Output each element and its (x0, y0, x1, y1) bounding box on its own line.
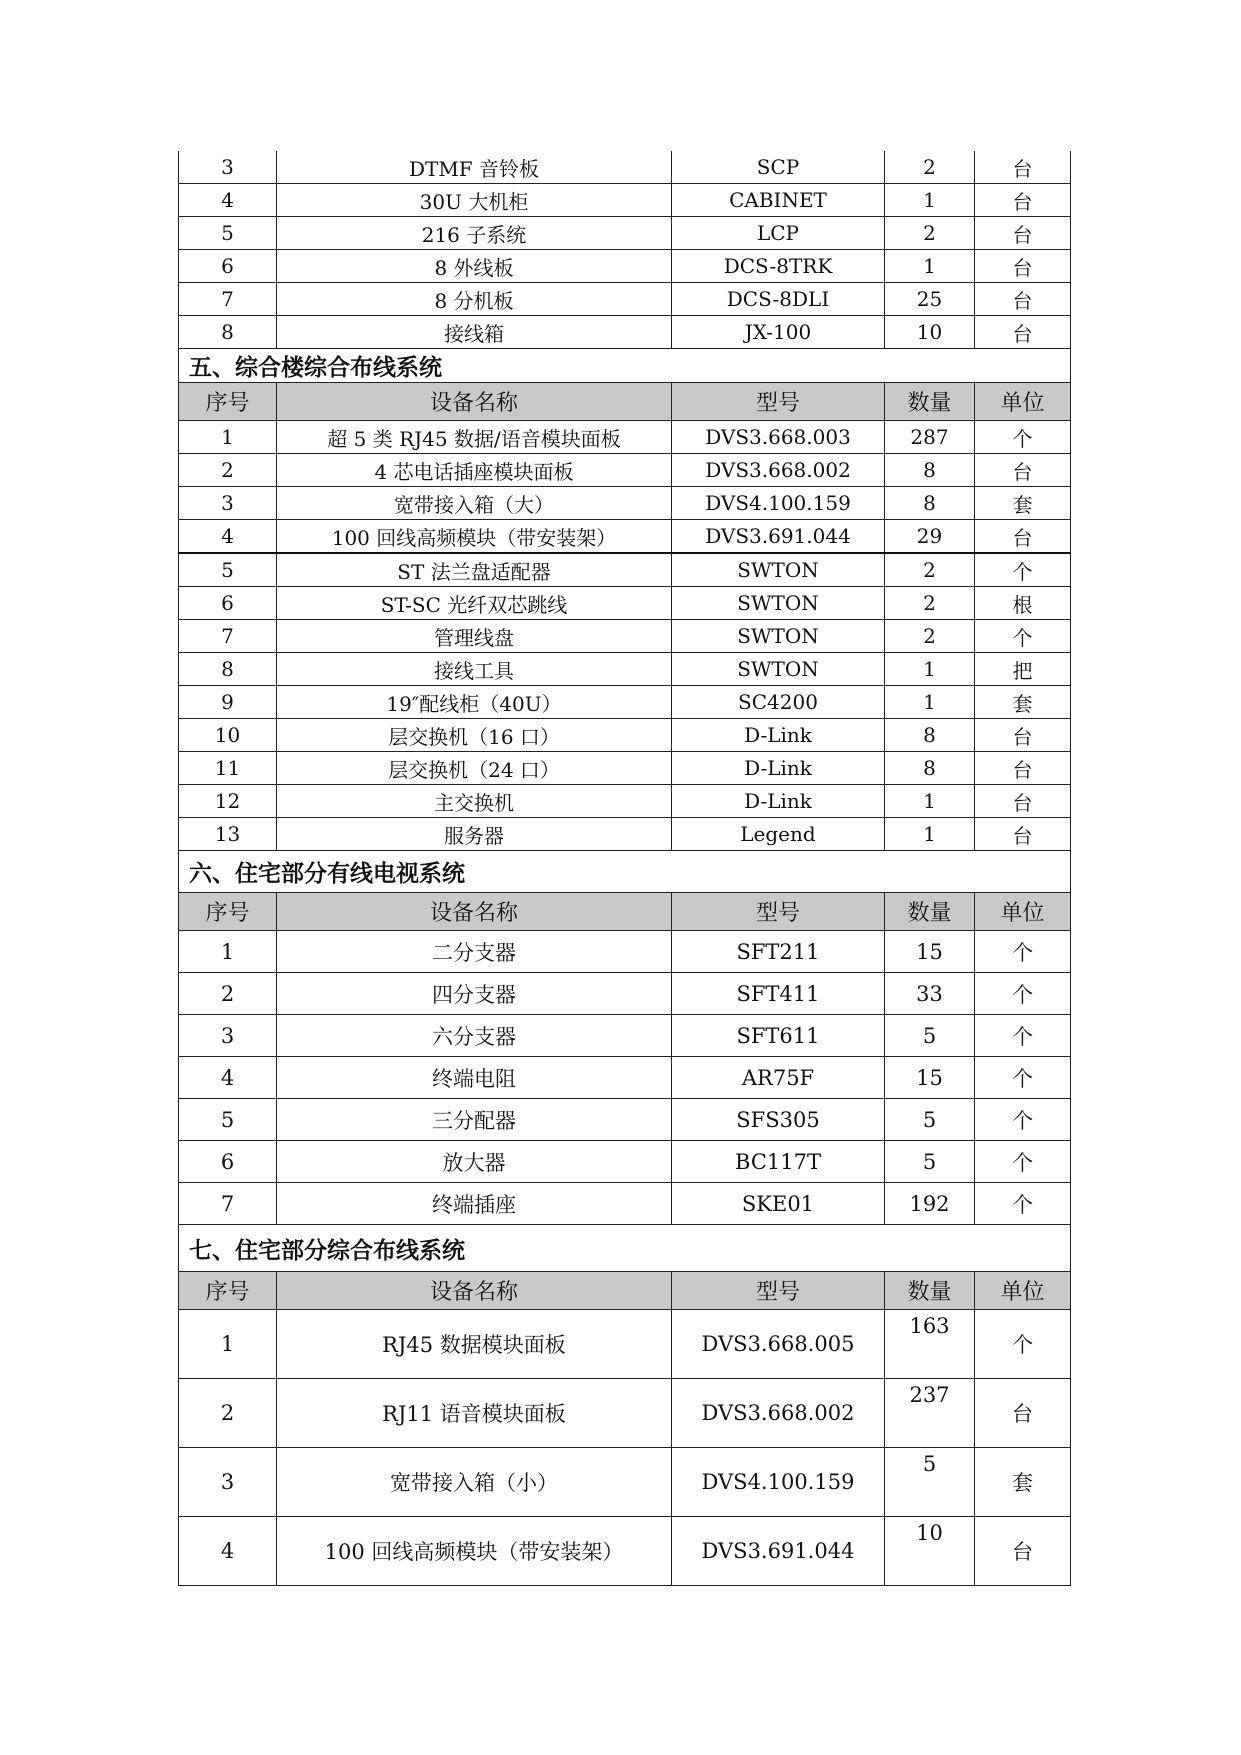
row-number: 3 (179, 1448, 277, 1517)
table-row (179, 553, 1071, 587)
item-name: 终端插座 (277, 1183, 672, 1225)
table-row (179, 454, 1071, 487)
item-name: ST-SC 光纤双芯跳线 (277, 587, 672, 620)
item-quantity: 15 (885, 931, 975, 973)
item-model: DCS-8TRK (672, 250, 885, 283)
row-number: 5 (179, 553, 277, 587)
row-number: 3 (179, 487, 277, 520)
item-unit: 个 (975, 1015, 1071, 1057)
table-row (179, 785, 1071, 818)
item-unit: 台 (975, 752, 1071, 785)
item-unit: 个 (975, 973, 1071, 1015)
item-name: 六分支器 (277, 1015, 672, 1057)
item-unit: 台 (975, 454, 1071, 487)
table-row (179, 421, 1071, 454)
item-quantity: 10 (885, 1517, 975, 1586)
table-row (179, 931, 1071, 973)
item-name: 30U 大机柜 (277, 184, 672, 217)
item-model: DVS3.691.044 (672, 1517, 885, 1586)
header-row (179, 1272, 1071, 1310)
item-unit: 个 (975, 1057, 1071, 1099)
table-row (179, 719, 1071, 752)
item-name: 二分支器 (277, 931, 672, 973)
item-model: DVS3.668.003 (672, 421, 885, 454)
table-row (179, 686, 1071, 719)
section-7-body (179, 1225, 1071, 1310)
table-row (179, 1141, 1071, 1183)
item-model: DVS4.100.159 (672, 1448, 885, 1517)
table-row (179, 1310, 1071, 1379)
item-name: 超 5 类 RJ45 数据/语音模块面板 (277, 421, 672, 454)
item-model: SC4200 (672, 686, 885, 719)
item-unit: 套 (975, 1448, 1071, 1517)
item-name: 100 回线高频模块（带安装架） (277, 1517, 672, 1586)
item-model: SKE01 (672, 1183, 885, 1225)
table-row (179, 752, 1071, 785)
row-number: 10 (179, 719, 277, 752)
row-number: 4 (179, 520, 277, 554)
item-unit: 台 (975, 151, 1071, 184)
item-name: 层交换机（24 口） (277, 752, 672, 785)
item-quantity: 1 (885, 818, 975, 851)
row-number: 1 (179, 931, 277, 973)
table-row (179, 1057, 1071, 1099)
header-model: 型号 (672, 893, 885, 931)
row-number: 5 (179, 217, 277, 250)
table-row (179, 587, 1071, 620)
table-row (179, 217, 1071, 250)
row-number: 2 (179, 454, 277, 487)
row-number: 4 (179, 1517, 277, 1586)
item-quantity: 5 (885, 1099, 975, 1141)
item-quantity: 2 (885, 217, 975, 250)
header-row (179, 893, 1071, 931)
table-row (179, 283, 1071, 316)
header-no: 序号 (179, 1272, 277, 1310)
item-name: ST 法兰盘适配器 (277, 553, 672, 587)
row-number: 4 (179, 184, 277, 217)
table-row (179, 1448, 1071, 1517)
equipment-table (178, 151, 1071, 1586)
item-quantity: 1 (885, 184, 975, 217)
item-quantity: 2 (885, 151, 975, 184)
header-model: 型号 (672, 383, 885, 421)
section-5-rows (179, 421, 1071, 851)
item-model: D-Link (672, 719, 885, 752)
item-model: DCS-8DLI (672, 283, 885, 316)
row-number: 12 (179, 785, 277, 818)
item-unit: 台 (975, 818, 1071, 851)
item-name: 服务器 (277, 818, 672, 851)
item-model: LCP (672, 217, 885, 250)
item-model: JX-100 (672, 316, 885, 349)
item-model: SWTON (672, 653, 885, 686)
item-quantity: 5 (885, 1448, 975, 1517)
item-quantity: 192 (885, 1183, 975, 1225)
section-7-rows (179, 1310, 1071, 1586)
item-name: 终端电阻 (277, 1057, 672, 1099)
item-quantity: 15 (885, 1057, 975, 1099)
row-number: 11 (179, 752, 277, 785)
item-quantity: 29 (885, 520, 975, 554)
item-unit: 个 (975, 1183, 1071, 1225)
row-number: 1 (179, 421, 277, 454)
item-quantity: 287 (885, 421, 975, 454)
table-row (179, 818, 1071, 851)
table-row (179, 1517, 1071, 1586)
header-qty: 数量 (885, 1272, 975, 1310)
item-unit: 台 (975, 719, 1071, 752)
item-model: SFS305 (672, 1099, 885, 1141)
item-unit: 台 (975, 217, 1071, 250)
row-number: 5 (179, 1099, 277, 1141)
row-number: 6 (179, 1141, 277, 1183)
item-quantity: 2 (885, 553, 975, 587)
item-model: D-Link (672, 785, 885, 818)
item-unit: 个 (975, 1310, 1071, 1379)
item-model: D-Link (672, 752, 885, 785)
item-model: CABINET (672, 184, 885, 217)
item-name: 100 回线高频模块（带安装架） (277, 520, 672, 554)
item-unit: 个 (975, 1141, 1071, 1183)
item-model: Legend (672, 818, 885, 851)
item-name: RJ45 数据模块面板 (277, 1310, 672, 1379)
row-number: 6 (179, 250, 277, 283)
item-model: DVS3.691.044 (672, 520, 885, 554)
item-quantity: 5 (885, 1141, 975, 1183)
item-name: 4 芯电话插座模块面板 (277, 454, 672, 487)
table-row (179, 250, 1071, 283)
table-row (179, 151, 1071, 184)
item-model: SCP (672, 151, 885, 184)
section-title: 五、综合楼综合布线系统 (179, 349, 1071, 383)
item-quantity: 25 (885, 283, 975, 316)
header-name: 设备名称 (277, 1272, 672, 1310)
row-number: 3 (179, 1015, 277, 1057)
item-unit: 台 (975, 316, 1071, 349)
row-number: 4 (179, 1057, 277, 1099)
item-model: AR75F (672, 1057, 885, 1099)
item-quantity: 5 (885, 1015, 975, 1057)
item-unit: 台 (975, 1517, 1071, 1586)
item-model: DVS4.100.159 (672, 487, 885, 520)
item-quantity: 1 (885, 686, 975, 719)
table-row (179, 620, 1071, 653)
header-unit: 单位 (975, 383, 1071, 421)
item-unit: 个 (975, 553, 1071, 587)
header-row (179, 383, 1071, 421)
item-name: 宽带接入箱（大） (277, 487, 672, 520)
item-quantity: 8 (885, 752, 975, 785)
item-name: 放大器 (277, 1141, 672, 1183)
header-model: 型号 (672, 1272, 885, 1310)
item-model: SFT611 (672, 1015, 885, 1057)
item-name: 接线箱 (277, 316, 672, 349)
item-name: 主交换机 (277, 785, 672, 818)
table-row (179, 1379, 1071, 1448)
table-row (179, 1183, 1071, 1225)
item-quantity: 1 (885, 785, 975, 818)
table-row (179, 184, 1071, 217)
item-quantity: 163 (885, 1310, 975, 1379)
table-row (179, 487, 1071, 520)
header-unit: 单位 (975, 1272, 1071, 1310)
header-no: 序号 (179, 383, 277, 421)
item-quantity: 33 (885, 973, 975, 1015)
item-unit: 台 (975, 1379, 1071, 1448)
section-6-rows (179, 931, 1071, 1225)
item-quantity: 1 (885, 653, 975, 686)
item-name: 宽带接入箱（小） (277, 1448, 672, 1517)
item-name: DTMF 音铃板 (277, 151, 672, 184)
item-model: SWTON (672, 620, 885, 653)
item-unit: 个 (975, 1099, 1071, 1141)
row-number: 3 (179, 151, 277, 184)
item-quantity: 1 (885, 250, 975, 283)
row-number: 7 (179, 1183, 277, 1225)
row-number: 2 (179, 973, 277, 1015)
item-quantity: 8 (885, 719, 975, 752)
item-quantity: 8 (885, 487, 975, 520)
item-unit: 台 (975, 785, 1071, 818)
item-name: 接线工具 (277, 653, 672, 686)
item-name: RJ11 语音模块面板 (277, 1379, 672, 1448)
section-5-body (179, 349, 1071, 421)
row-number: 2 (179, 1379, 277, 1448)
item-name: 8 外线板 (277, 250, 672, 283)
item-model: SWTON (672, 587, 885, 620)
header-name: 设备名称 (277, 383, 672, 421)
item-model: DVS3.668.002 (672, 454, 885, 487)
item-unit: 个 (975, 620, 1071, 653)
item-name: 三分配器 (277, 1099, 672, 1141)
item-model: SWTON (672, 553, 885, 587)
row-number: 8 (179, 653, 277, 686)
table-row (179, 973, 1071, 1015)
item-quantity: 10 (885, 316, 975, 349)
item-unit: 套 (975, 487, 1071, 520)
row-number: 9 (179, 686, 277, 719)
item-unit: 台 (975, 520, 1071, 554)
row-number: 7 (179, 283, 277, 316)
item-model: DVS3.668.005 (672, 1310, 885, 1379)
table-row (179, 1015, 1071, 1057)
section-6-body (179, 851, 1071, 931)
continuation-body (179, 151, 1071, 349)
section-title: 六、住宅部分有线电视系统 (179, 851, 1071, 893)
item-unit: 把 (975, 653, 1071, 686)
item-unit: 个 (975, 931, 1071, 973)
row-number: 1 (179, 1310, 277, 1379)
section-title: 七、住宅部分综合布线系统 (179, 1225, 1071, 1272)
item-model: SFT211 (672, 931, 885, 973)
table-row (179, 520, 1071, 554)
item-quantity: 2 (885, 587, 975, 620)
table-row (179, 653, 1071, 686)
header-name: 设备名称 (277, 893, 672, 931)
item-quantity: 8 (885, 454, 975, 487)
table-row (179, 1099, 1071, 1141)
item-quantity: 2 (885, 620, 975, 653)
row-number: 7 (179, 620, 277, 653)
header-unit: 单位 (975, 893, 1071, 931)
item-model: DVS3.668.002 (672, 1379, 885, 1448)
item-name: 四分支器 (277, 973, 672, 1015)
row-number: 13 (179, 818, 277, 851)
item-name: 216 子系统 (277, 217, 672, 250)
item-name: 管理线盘 (277, 620, 672, 653)
item-model: BC117T (672, 1141, 885, 1183)
item-quantity: 237 (885, 1379, 975, 1448)
row-number: 8 (179, 316, 277, 349)
header-qty: 数量 (885, 383, 975, 421)
item-unit: 台 (975, 283, 1071, 316)
item-name: 19″配线柜（40U） (277, 686, 672, 719)
row-number: 6 (179, 587, 277, 620)
item-unit: 根 (975, 587, 1071, 620)
item-unit: 个 (975, 421, 1071, 454)
header-no: 序号 (179, 893, 277, 931)
item-name: 8 分机板 (277, 283, 672, 316)
item-unit: 套 (975, 686, 1071, 719)
item-model: SFT411 (672, 973, 885, 1015)
header-qty: 数量 (885, 893, 975, 931)
item-name: 层交换机（16 口） (277, 719, 672, 752)
item-unit: 台 (975, 184, 1071, 217)
item-unit: 台 (975, 250, 1071, 283)
table-row (179, 316, 1071, 349)
